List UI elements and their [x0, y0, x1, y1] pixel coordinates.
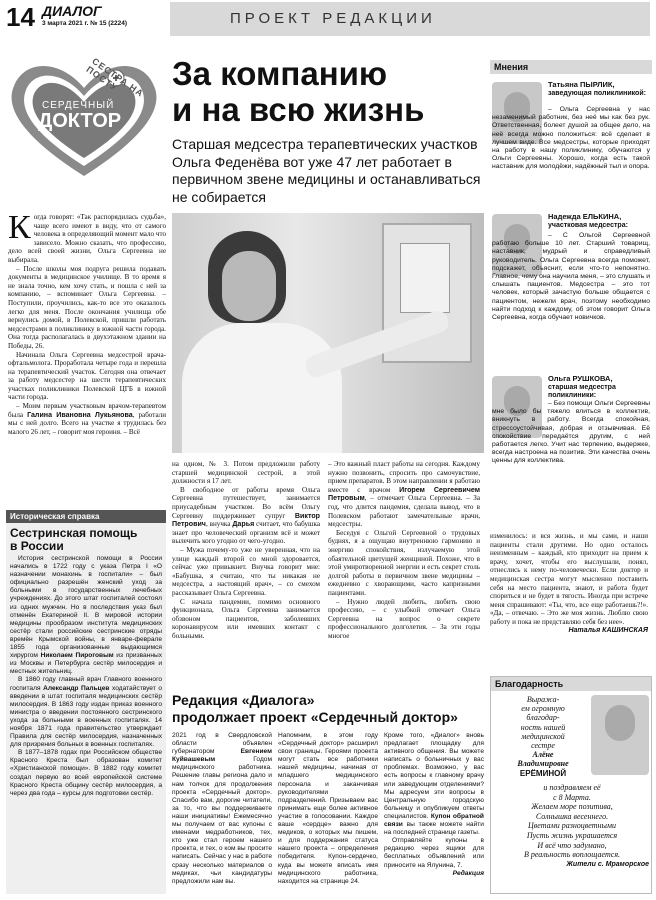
history-box	[6, 510, 166, 894]
history-title	[6, 523, 166, 553]
gratitude-box	[490, 676, 652, 894]
photo-poster	[400, 243, 450, 313]
opinion-name: Надежда ЕЛЬКИНА,	[548, 212, 622, 221]
opinions-sidebar	[490, 60, 652, 530]
project-column-3	[384, 732, 484, 894]
gratitude-line: Пусть жизнь украшается	[526, 830, 618, 840]
article-column-2	[172, 460, 320, 665]
col2-p2-text: В свободное от работы время Ольга Сергеевна путешествует, занимается приусадебным участком. Во всём Ольгу Сергеевну поддерживает супруг	[172, 485, 320, 520]
opinion-3	[490, 372, 652, 532]
col1-p2: – После школы моя подруга решила подавать документы в медицинское училище. В то время я не знала точно, кем хочу стать, и пошла с ней за компанию, – вспоминает Ольга Сергеевна. – Поступили, проучились, как-то все это оказалось легко для меня. После окончания училища обе вернулись домой, в Полевской, пришли работать медсестрами в поликлинику в южной части города. Она тогда располагалась в двухэтажном здании на Победы, 26.	[8, 264, 166, 350]
project-column-2	[278, 732, 378, 894]
project-c1-text: 2021 год в Свердловской области объявлен губернатором	[172, 732, 272, 756]
project-column-1	[172, 732, 272, 894]
project-c3-text2: вы также можете найти на последней странице газеты.	[384, 821, 484, 837]
col3-p1	[328, 460, 480, 528]
gratitude-name: ЕРЁМИНОЙ	[519, 768, 567, 778]
col1-p1: огда говорят: «Так распорядилась судьба», чаще всего имеют в виду, что от самого человека в определяющий момент мало что зависело. Можно сказать, что профессию, дело всей своей жизни, Ольга Сергеевна не выбирала.	[8, 213, 166, 264]
article-column-1	[8, 213, 166, 509]
history-p2-text2: ходатайствует о введении в штат госпиталя медицинских сестёр милосердия. В 1863 году издан приказ военного министра о введении постоянного сестринского ухода за больными в военных госпиталях. 14 ноября 1871 года правительство утверждает Правила для сестёр милосердия, назначенных для призрения больных в военных госпиталях.	[10, 684, 162, 749]
gratitude-text	[495, 695, 591, 778]
col4-p1: изменилось: и вся жизнь, и мы сами, и наши пациенты стали другими. Но одно осталось неизменным – каждый, кто приходит на прием к врачу, хочет, чтобы его выслушали, понял, отнеслись к нему по-человечески. Если доктор и медицинская сестра могут мысленно поставить себя на место пациента, знают, и работа будет спориться и не будет в тягость. Иногда при встрече меня спрашивают: «Ты, что, все еще работаешь?!». «Да, – отвечаю. – Это же моя жизнь. Люблю свою работу и пока не представляю себя без нее».	[490, 532, 648, 626]
gratitude-line: и поздравляем её	[543, 783, 601, 792]
gratitude-line: Выража-	[526, 695, 560, 704]
col3-p1-text2: , – отмечает Ольга Сергеевна. – За год, что длится пандемия, сделала вывод, что в Полевском работают замечательные врачи, медсестры.	[328, 494, 480, 529]
badge-line1: СЕРДЕЧНЫЙ	[42, 100, 115, 111]
gratitude-line: ем огромную	[521, 704, 565, 714]
opinion-1	[490, 76, 652, 226]
article-column-4	[490, 532, 648, 670]
gratitude-line: И всё что задумано,	[537, 840, 607, 850]
col3-p2: Беседуя с Ольгой Сергеевной о трудовых буднях, я а ощущаю внутреннюю гармонию и энергию спокойствия, излучаемую этой обаятельной цветущей женщиной. Похоже, что в этой умиротворенной энергии и есть секрет столь долгой работы в первичном звене медицины – ежедневно с хворающими, часто капризными пациентами.	[328, 528, 480, 597]
history-p2-text: В 1860 году главный врач Главного военного госпиталя	[10, 676, 162, 692]
granddaughter-name: Дарья	[232, 520, 255, 529]
section-title: ПРОЕКТ РЕДАКЦИИ	[230, 10, 436, 27]
project-c1-text2: Годом медицинского работника. Решение главы региона дало и нам толчок для продолжения проекта «Сердечный доктор». Спасибо вам, дорогие читатели, за то, что вы поддерживаете наши инициативы! Ежемесячно мы получаем от вас купоны с именами медработников, тех, кто уже стал героем нашего проекта, и тех, о ком вы просите написать. Сейчас у нас в работе сразу несколько материалов о медиках, чьи кандидатуры предложили нам вы.	[172, 756, 272, 885]
gratitude-line: медицинской	[521, 731, 565, 741]
history-title-line1: Сестринская помощь	[10, 526, 138, 540]
project-c2-text: Напомним, в этом году «Сердечный доктор» расширил свои границы. Героями проекта могут стать все работники нашей медицины, начиная от младшего медицинского персонала и заканчивая руководителями подразделений. Призываем вас принимать еще более активное участие в голосовании. Каждое ваше «сердце» важно для медиков, о которых мы пишем, и для поддержания статуса нашего проекта – определения победителя. Купон-сердечко, куда вы можете вписать имя медицинского работника, находится на странице 24.	[278, 732, 378, 885]
history-p3: В 1877–1878 годах при Российском обществе Красного Креста был образован комитет «Христианской помощи». В 1882 году комитет создал первую во всей европейской системе Красного Креста общину сестёр милосердия, а через два года – курсы для подготовки сестёр.	[10, 749, 162, 797]
project-c3-text: Кроме того, «Диалог» вновь предлагает площадку для активного общения. Вы можете написать о больничных у вас проблемах. Возможно, у вас есть вопросы к главному врачу или заведующим отделениями? Мы адресуем эти вопросы в Центральную городскую больницу и опубликуем ответы специалистов.	[384, 732, 484, 820]
col2-p2-text3: считает, что бабушка знает про человеческий организм всё и может вылечить кого угодно от чего-угодно.	[172, 520, 320, 546]
opinion-text: – Без помощи Ольги Сергеевны мне было бы тяжело влиться в коллектив, вникнуть в работу. Всегда спокойная, стрессоустойчивая, добрая и отзывчивая. Её спокойствие передаётся другим, с ней работается легко. Учит нас терпению, выдержке, всегда настроена на позитив. Эти качества очень ценны для коллектива.	[492, 400, 650, 465]
paltsev-name: Александр Пальцев	[43, 684, 110, 692]
opinion-2	[490, 210, 652, 370]
opinion-text: – Ольга Сергеевна у нас незаменимый работник, без неё мы как без рук. Ответственная, болеет душой за общее дело, на неё всегда можно положиться: всё сделает в лучшем виде. Все медсестры, которые приходят на работу в нашу поликлинику, обучаются у Ольги Сергеевны. Хорошо, когда есть такой наставник для молодёжи, надёжный тыл и опора.	[492, 106, 650, 171]
col2-p4: С начала пандемии, помимо основного функционала, Ольга Сергеевна занимается обзвоном пациентов, заболевших коронавирусом или имевших контакт с больными.	[172, 597, 320, 640]
col1-p3: Начинала Ольга Сергеевна медсестрой врача-офтальмолога. Проработала четыре года и перешла на терапевтический участок. Сегодня она отвечает за работу медсестер на шести терапевтических участках поликлиники Полевской ЦГБ в южной части города.	[8, 350, 166, 402]
history-label: Историческая справка	[6, 510, 166, 523]
author-signature: Наталья КАШИНСКАЯ	[568, 626, 648, 634]
article-subtitle: Старшая медсестра терапевтических участков Ольга Феденёва вот уже 47 лет работает в первичном звене медицины и останавливаться не собирается	[172, 136, 481, 205]
governor-name: Евгением Куйвашевым	[172, 748, 272, 764]
opinions-label: Мнения	[490, 60, 652, 74]
issue-date: 3 марта 2021 г. № 15 (2224)	[42, 20, 128, 27]
headline-line1: За компанию	[172, 55, 388, 92]
pirogov-name: Николаем Пироговым	[40, 652, 114, 660]
gratitude-line: Солнышка весеннего.	[535, 811, 609, 821]
article-photo	[172, 213, 484, 453]
history-p2	[10, 676, 162, 749]
history-title-line2: в России	[10, 539, 64, 553]
gratitude-line: Желаем море позитива,	[531, 802, 613, 812]
history-p1-text: История сестринской помощи в России начались в 1722 году с указа Петра I «О назначении монахинь в госпитали» – был официально разрешён женский уход за больными в государственных лечебных учреждениях. До этого штат госпиталей состоял из одних мужчин. Но в последствия указ был отменён Екатериной II. В мировой истории медицины прообразом института медицинских сестёр стали российские сестринские отряды времён Крымской войны, в январе-феврале 1855 года организованные выдающимся хирургом	[10, 555, 162, 660]
gratitude-poem	[495, 783, 649, 869]
project-c3-text3: Отправляйте купоны в редакцию через ящики для бесплатных объявлений или приносите на Ялунина, 7.	[384, 837, 484, 869]
gratitude-line: сестре	[531, 741, 555, 751]
col1-p4-text2: , работали мы с ней долго. Всего на участке я трудилась без малого 26 лет, – говорит моя героиня. – Всё	[8, 410, 166, 436]
gratitude-name: Владимировне	[517, 759, 569, 769]
badge-line2: ДОКТОР	[38, 110, 122, 132]
col2-p3: – Мужа почему-то уже не уверенная, что на улице каждый второй со мной здоровается, сейчас уже привыкнет. Внучка говорит мне: «Бабушка, я считаю, что ты никакая не медсестра, а настоящий врач», – со смехом рассказывает Ольга Сергеевна.	[172, 545, 320, 597]
opinion-text: – С Ольгой Сергеевной работаю больше 10 лет. Старший товарищ, наставник, мудрый и справедливый руководитель. Ольга Сергеевна всегда поможет, подскажет, объяснит, если что-то непонятно. Главное, чему она научила меня, – это слушать и слышать пациентов. Медсестра – это тот человек, который зачастую больше общается с пациентом, нежели врач, поэтому необходимо найти подход к каждому, об этом говорит Ольга Сергеевна, когда обучает новичков.	[492, 232, 650, 322]
project-badge	[4, 48, 164, 183]
gratitude-line: благодар-	[526, 713, 560, 723]
gratitude-label: Благодарность	[491, 677, 651, 691]
opinion-name: Татьяна ПЫРЛИК,	[548, 80, 615, 89]
gratitude-line: Цветами разноцветными	[528, 821, 616, 831]
col3-p1-text: – Это важный пласт работы на сегодня. Каждому нужно позвонить, спросить про самочувствие, прием препаратов. В этом направлении я работаю вместе с врачом	[328, 460, 480, 494]
gratitude-line: с 8 Марта.	[553, 792, 591, 802]
col1-p4-text: – Моим первым участковым врачом-терапевтом была	[8, 402, 166, 419]
article-column-3	[328, 460, 480, 665]
coupon-label: Купон обратной связи	[384, 812, 484, 829]
gratitude-name: Алёне	[532, 750, 554, 760]
project-title-line1: Редакция «Диалога»	[172, 692, 315, 708]
gratitude-line: В реальность воплощается.	[523, 850, 621, 860]
photo-person-face	[222, 251, 276, 321]
project-signature: Редакция	[452, 869, 484, 877]
history-text	[6, 553, 166, 800]
gratitude-signature: Жители с. Мраморское	[566, 860, 649, 868]
article-headline	[172, 56, 424, 128]
husband-name: Виктор Петрович	[172, 511, 320, 529]
col2-p2	[172, 486, 320, 546]
opinion-role: участковая медсестра:	[548, 222, 628, 229]
project-headline	[172, 692, 458, 726]
opinion-role: старшая медсестра поликлиники:	[548, 384, 616, 399]
opinion-name: Ольга РУШКОВА,	[548, 374, 613, 383]
col2-p2-text2: , внучка	[205, 520, 233, 529]
gratitude-photo	[591, 695, 649, 775]
col2-p1: на одном, № 3. Потом предложили работу старшей медицинской сестрой, в этой должности я 17 лет.	[172, 460, 320, 486]
headline-line2: и на всю жизнь	[172, 91, 425, 128]
col1-p4	[8, 402, 166, 436]
page-header	[0, 0, 656, 40]
logo: ДИАЛОГ	[42, 3, 102, 19]
history-p1-text2: из призванных из Москвы и Петербурга сестёр милосердия и местных жительниц.	[10, 652, 163, 676]
doctor-petrov: Игорем Сергеевичем Петровым	[328, 485, 480, 503]
badge-top-text: СЕСТРА НА ПОСТУ	[84, 56, 146, 99]
page-number: 14	[6, 2, 35, 32]
gratitude-line: ность нашей	[520, 722, 566, 732]
col3-p3: – Нужно людей любить, любить свою профессию, – с улыбкой отвечает Ольга Сергеевна на вопрос о секрете профессионального долголетия. – За эти годы многое	[328, 597, 480, 640]
dropcap: К	[8, 213, 31, 246]
photo-person-body	[182, 323, 342, 453]
project-title-line2: продолжает проект «Сердечный доктор»	[172, 709, 458, 725]
opinion-role: заведующая поликлиникой:	[548, 90, 646, 97]
history-p1	[10, 555, 162, 676]
doctor-name: Галина Ивановна Лукьянова	[27, 410, 133, 419]
